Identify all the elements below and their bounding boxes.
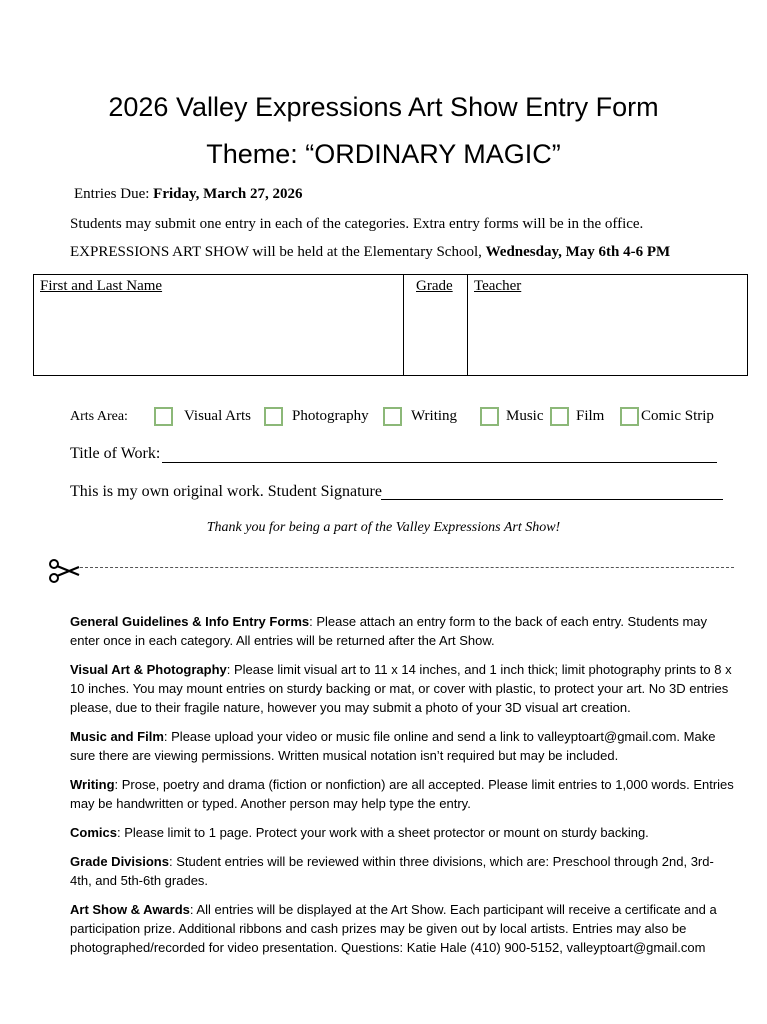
guidelines — [70, 612, 735, 967]
option-comic-strip: Comic Strip — [641, 408, 714, 424]
show-note — [70, 244, 670, 261]
checkbox-film[interactable] — [550, 407, 569, 426]
submit-note: Students may submit one entry in each of the categories. Extra entry forms will be in the office. — [70, 216, 644, 232]
grade-cell[interactable] — [404, 275, 468, 375]
teacher-cell[interactable] — [468, 275, 747, 375]
guideline-music-film: Music and Film: Please upload your video or music file online and send a link to valleyptoart@gmail.com. Make sure there are viewing permissions. Written musical notation isn’t required but may be included. — [70, 729, 716, 763]
show-date: Wednesday, May 6th 4-6 PM — [485, 244, 671, 260]
option-film: Film — [576, 408, 605, 424]
guideline-grade-divisions: Grade Divisions: Student entries will be reviewed within three divisions, which are: Preschool through 2nd, 3rd-4th, and 5th-6th grades. — [70, 854, 714, 888]
checkbox-photography[interactable] — [264, 407, 283, 426]
entry-table — [33, 274, 748, 376]
option-photography: Photography — [292, 408, 369, 424]
signature-field[interactable] — [381, 499, 723, 500]
form-title: 2026 Valley Expressions Art Show Entry Form — [108, 92, 659, 122]
show-location: EXPRESSIONS ART SHOW will be held at the Elementary School, — [70, 244, 482, 260]
entries-due-date: Friday, March 27, 2026 — [153, 186, 303, 202]
guideline-writing: Writing: Prose, poetry and drama (fiction or nonfiction) are all accepted. Please limit entries to 1,000 words. Entries may be handwritten or typed. Another person may help type the entry. — [70, 777, 734, 811]
thank-you-note: Thank you for being a part of the Valley Expressions Art Show! — [206, 520, 561, 535]
entries-due-label: Entries Due: — [74, 186, 150, 202]
checkbox-writing[interactable] — [383, 407, 402, 426]
teacher-label: Teacher — [474, 278, 522, 294]
guideline-general: General Guidelines & Info Entry Forms: Please attach an entry form to the back of each entry. Students may enter once in each category. All entries will be returned after the Art Show. — [70, 614, 708, 648]
arts-area-label: Arts Area: — [70, 409, 128, 424]
option-music: Music — [506, 408, 544, 424]
guideline-comics: Comics: Please limit to 1 page. Protect your work with a sheet protector or mount on sturdy backing. — [70, 825, 649, 840]
option-writing: Writing — [411, 408, 458, 424]
checkbox-music[interactable] — [480, 407, 499, 426]
signature-label: This is my own original work. Student Signature — [70, 483, 382, 500]
checkbox-visual-arts[interactable] — [154, 407, 173, 426]
checkbox-comic-strip[interactable] — [620, 407, 639, 426]
form-theme: Theme: “ORDINARY MAGIC” — [206, 139, 561, 169]
guideline-visual-art: Visual Art & Photography: Please limit visual art to 11 x 14 inches, and 1 inch thick; limit photography prints to 8 x 10 inches. You may mount entries on sturdy backing or mat, or cover with plastic, to protect your art. No 3D entries please, due to their fragile nature, however you may submit a photo of your 3D visual art creation. — [70, 662, 732, 715]
grade-label: Grade — [416, 278, 453, 294]
title-of-work-field[interactable] — [162, 462, 717, 463]
option-visual-arts: Visual Arts — [184, 408, 252, 424]
name-cell[interactable] — [34, 275, 404, 375]
title-of-work-label: Title of Work: — [70, 445, 161, 462]
entries-due — [74, 186, 302, 203]
scissors-icon — [48, 558, 80, 584]
guideline-awards: Art Show & Awards: All entries will be displayed at the Art Show. Each participant will receive a certificate and a participation prize. Additional ribbons and cash prizes may be given out by local artists. Entries may also be photographed/recorded for video presentation. Questions: Katie Hale (410) 900-5152, valleyptoart@gmail.com — [70, 902, 717, 955]
cut-line — [80, 567, 734, 568]
name-label: First and Last Name — [40, 278, 163, 294]
